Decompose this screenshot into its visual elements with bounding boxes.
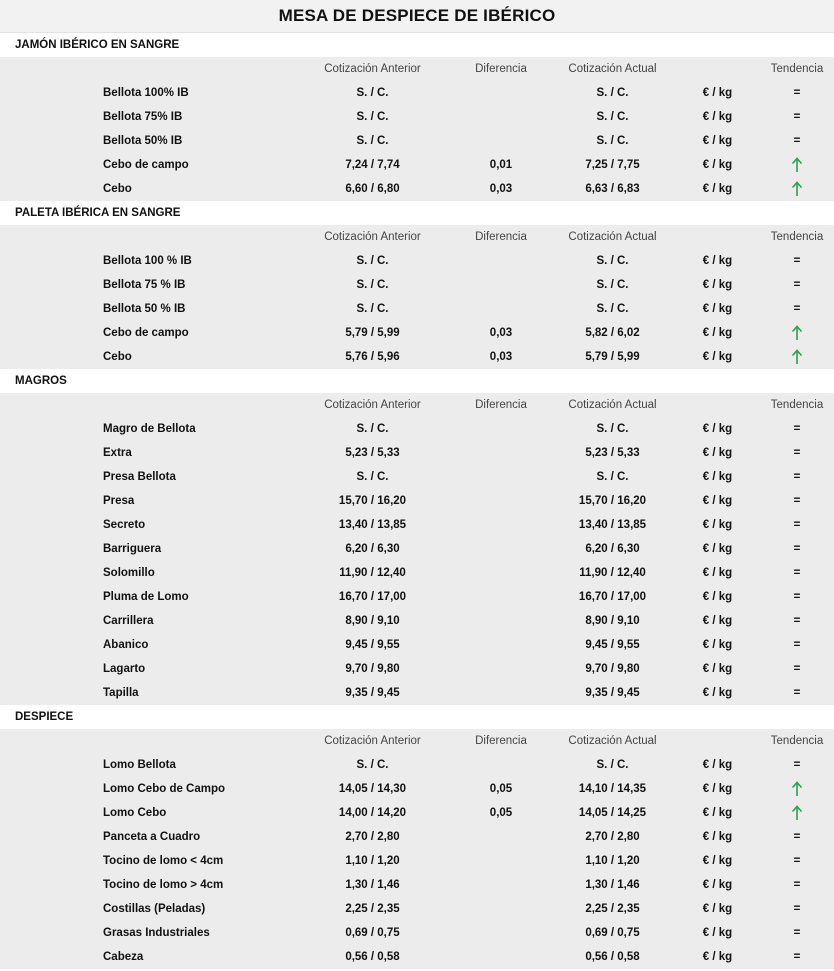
unit-label: € / kg	[702, 759, 733, 771]
difference-value	[462, 897, 540, 921]
current-quote: 5,23 / 5,33	[585, 447, 640, 459]
current-quote: 11,90 / 12,40	[579, 567, 646, 579]
difference-value	[462, 945, 540, 969]
product-name: Lagarto	[103, 663, 146, 675]
trend-equal: =	[793, 543, 801, 555]
unit-label: € / kg	[702, 591, 733, 603]
table-row	[0, 153, 834, 177]
column-header-row	[0, 225, 834, 249]
unit-label: € / kg	[702, 615, 733, 627]
trend-equal: =	[793, 903, 801, 915]
unit-label: € / kg	[702, 903, 733, 915]
previous-quote: 8,90 / 9,10	[345, 615, 400, 627]
trend-equal: =	[793, 111, 801, 123]
product-name: Pluma de Lomo	[103, 591, 189, 603]
unit-label: € / kg	[702, 495, 733, 507]
trend-equal: =	[793, 519, 801, 531]
product-name: Cebo	[103, 183, 132, 195]
trend-equal: =	[793, 87, 801, 99]
table-row	[0, 441, 834, 465]
previous-quote: 2,25 / 2,35	[345, 903, 400, 915]
current-quote: S. / C.	[596, 471, 629, 483]
trend-up-arrow-icon	[760, 321, 834, 345]
product-name: Bellota 100% IB	[103, 87, 189, 99]
column-header-row	[0, 729, 834, 753]
previous-quote: S. / C.	[356, 279, 389, 291]
product-name: Grasas Industriales	[103, 927, 210, 939]
trend-equal: =	[793, 663, 801, 675]
difference-value	[462, 753, 540, 777]
column-header-row	[0, 57, 834, 81]
current-quote: S. / C.	[596, 135, 629, 147]
unit-label: € / kg	[702, 567, 733, 579]
product-name: Magro de Bellota	[103, 423, 196, 435]
difference-value	[462, 825, 540, 849]
unit-label: € / kg	[702, 255, 733, 267]
difference-value	[462, 585, 540, 609]
previous-quote: 6,60 / 6,80	[345, 183, 400, 195]
product-name: Cabeza	[103, 951, 144, 963]
trend-equal: =	[793, 135, 801, 147]
trend-up-arrow-icon	[760, 777, 834, 801]
previous-quote: S. / C.	[356, 87, 389, 99]
table-row	[0, 777, 834, 801]
difference-value: 0,03	[489, 183, 513, 195]
current-quote: 0,56 / 0,58	[585, 951, 640, 963]
difference-value	[462, 489, 540, 513]
trend-up-arrow-icon	[760, 177, 834, 201]
current-quote: 8,90 / 9,10	[585, 615, 640, 627]
table-row	[0, 513, 834, 537]
difference-value	[462, 273, 540, 297]
product-name: Bellota 100 % IB	[103, 255, 192, 267]
product-name: Bellota 75 % IB	[103, 279, 186, 291]
header-current-quote: Cotización Actual	[568, 399, 657, 411]
unit-label: € / kg	[702, 831, 733, 843]
trend-equal: =	[793, 447, 801, 459]
header-prev-quote: Cotización Anterior	[324, 399, 421, 411]
page-title: MESA DE DESPIECE DE IBÉRICO	[278, 6, 556, 25]
previous-quote: 9,35 / 9,45	[345, 687, 400, 699]
previous-quote: S. / C.	[356, 255, 389, 267]
previous-quote: 0,69 / 0,75	[345, 927, 400, 939]
header-trend: Tendencia	[770, 399, 824, 411]
trend-equal: =	[793, 567, 801, 579]
trend-equal: =	[793, 423, 801, 435]
difference-value	[462, 681, 540, 705]
table-row	[0, 585, 834, 609]
header-current-quote: Cotización Actual	[568, 231, 657, 243]
previous-quote: 13,40 / 13,85	[338, 519, 407, 531]
product-name: Lomo Cebo de Campo	[103, 783, 226, 795]
product-name: Extra	[103, 447, 132, 459]
difference-value	[462, 609, 540, 633]
current-quote: 15,70 / 16,20	[578, 495, 647, 507]
previous-quote: 5,23 / 5,33	[345, 447, 400, 459]
table-row	[0, 297, 834, 321]
header-trend: Tendencia	[770, 735, 824, 747]
current-quote: 2,70 / 2,80	[585, 831, 640, 843]
difference-value	[462, 297, 540, 321]
previous-quote: 16,70 / 17,00	[338, 591, 407, 603]
current-quote: 9,70 / 9,80	[585, 663, 640, 675]
product-name: Solomillo	[103, 567, 155, 579]
previous-quote: S. / C.	[356, 471, 389, 483]
product-name: Tocino de lomo > 4cm	[103, 879, 224, 891]
previous-quote: 1,30 / 1,46	[345, 879, 400, 891]
difference-value	[462, 441, 540, 465]
current-quote: 16,70 / 17,00	[578, 591, 647, 603]
table-row	[0, 273, 834, 297]
current-quote: S. / C.	[596, 111, 629, 123]
table-row	[0, 873, 834, 897]
trend-equal: =	[793, 255, 801, 267]
trend-equal: =	[793, 591, 801, 603]
previous-quote: 6,20 / 6,30	[345, 543, 400, 555]
difference-value	[462, 657, 540, 681]
previous-quote: 15,70 / 16,20	[338, 495, 407, 507]
product-name: Presa Bellota	[103, 471, 176, 483]
difference-value	[462, 465, 540, 489]
product-name: Lomo Bellota	[103, 759, 176, 771]
unit-label: € / kg	[702, 543, 733, 555]
unit-label: € / kg	[702, 639, 733, 651]
current-quote: 5,79 / 5,99	[585, 351, 640, 363]
current-quote: 9,35 / 9,45	[585, 687, 640, 699]
table-row	[0, 801, 834, 825]
trend-equal: =	[793, 639, 801, 651]
current-quote: S. / C.	[596, 759, 629, 771]
table-row	[0, 609, 834, 633]
product-name: Costillas (Peladas)	[103, 903, 206, 915]
current-quote: 1,10 / 1,20	[585, 855, 640, 867]
table-row	[0, 753, 834, 777]
product-name: Panceta a Cuadro	[103, 831, 201, 843]
unit-label: € / kg	[702, 807, 733, 819]
current-quote: 0,69 / 0,75	[585, 927, 640, 939]
table-row	[0, 81, 834, 105]
trend-equal: =	[793, 879, 801, 891]
difference-value	[462, 873, 540, 897]
unit-label: € / kg	[702, 447, 733, 459]
product-name: Barriguera	[103, 543, 162, 555]
unit-label: € / kg	[702, 663, 733, 675]
section-title: DESPIECE	[0, 705, 834, 729]
difference-value: 0,03	[489, 327, 513, 339]
unit-label: € / kg	[702, 471, 733, 483]
product-name: Tapilla	[103, 687, 139, 699]
previous-quote: 14,00 / 14,20	[338, 807, 407, 819]
table-row	[0, 417, 834, 441]
header-difference: Diferencia	[475, 399, 527, 411]
previous-quote: 9,70 / 9,80	[345, 663, 400, 675]
current-quote: S. / C.	[596, 279, 629, 291]
difference-value: 0,05	[489, 783, 513, 795]
unit-label: € / kg	[702, 951, 733, 963]
trend-equal: =	[793, 831, 801, 843]
trend-equal: =	[793, 303, 801, 315]
unit-label: € / kg	[702, 159, 733, 171]
sections-container	[0, 33, 834, 969]
table-row	[0, 465, 834, 489]
trend-equal: =	[793, 279, 801, 291]
title-bar	[0, 0, 834, 33]
current-quote: S. / C.	[596, 87, 629, 99]
header-prev-quote: Cotización Anterior	[324, 63, 421, 75]
section-table	[0, 225, 834, 369]
difference-value	[462, 81, 540, 105]
unit-label: € / kg	[702, 135, 733, 147]
unit-label: € / kg	[702, 855, 733, 867]
current-quote: 6,20 / 6,30	[585, 543, 640, 555]
trend-up-arrow-icon	[760, 153, 834, 177]
product-name: Lomo Cebo	[103, 807, 167, 819]
header-difference: Diferencia	[475, 231, 527, 243]
unit-label: € / kg	[702, 87, 733, 99]
section-table	[0, 57, 834, 201]
header-current-quote: Cotización Actual	[568, 63, 657, 75]
previous-quote: 14,05 / 14,30	[338, 783, 407, 795]
unit-label: € / kg	[702, 303, 733, 315]
previous-quote: 5,76 / 5,96	[345, 351, 400, 363]
unit-label: € / kg	[702, 519, 733, 531]
header-current-quote: Cotización Actual	[568, 735, 657, 747]
previous-quote: S. / C.	[356, 423, 389, 435]
product-name: Bellota 50% IB	[103, 135, 183, 147]
trend-equal: =	[793, 927, 801, 939]
difference-value: 0,05	[489, 807, 513, 819]
difference-value: 0,03	[489, 351, 513, 363]
unit-label: € / kg	[702, 327, 733, 339]
table-row	[0, 657, 834, 681]
product-name: Cebo de campo	[103, 159, 189, 171]
trend-equal: =	[793, 855, 801, 867]
table-row	[0, 249, 834, 273]
table-row	[0, 129, 834, 153]
header-prev-quote: Cotización Anterior	[324, 735, 421, 747]
table-row	[0, 633, 834, 657]
header-difference: Diferencia	[475, 735, 527, 747]
product-name: Cebo de campo	[103, 327, 189, 339]
previous-quote: 0,56 / 0,58	[345, 951, 400, 963]
previous-quote: S. / C.	[356, 303, 389, 315]
product-name: Cebo	[103, 351, 132, 363]
difference-value	[462, 129, 540, 153]
trend-equal: =	[793, 471, 801, 483]
difference-value	[462, 537, 540, 561]
previous-quote: 2,70 / 2,80	[345, 831, 400, 843]
previous-quote: S. / C.	[356, 759, 389, 771]
current-quote: S. / C.	[596, 303, 629, 315]
current-quote: 2,25 / 2,35	[585, 903, 640, 915]
product-name: Bellota 50 % IB	[103, 303, 186, 315]
current-quote: 7,25 / 7,75	[585, 159, 640, 171]
current-quote: 14,10 / 14,35	[578, 783, 647, 795]
unit-label: € / kg	[702, 879, 733, 891]
product-name: Tocino de lomo < 4cm	[103, 855, 224, 867]
section-title: PALETA IBÉRICA EN SANGRE	[0, 201, 834, 225]
section-title: MAGROS	[0, 369, 834, 393]
current-quote: 5,82 / 6,02	[585, 327, 640, 339]
table-row	[0, 489, 834, 513]
current-quote: 9,45 / 9,55	[585, 639, 640, 651]
trend-equal: =	[793, 495, 801, 507]
table-row	[0, 345, 834, 369]
column-header-row	[0, 393, 834, 417]
unit-label: € / kg	[702, 687, 733, 699]
product-name: Presa	[103, 495, 135, 507]
unit-label: € / kg	[702, 927, 733, 939]
section-table	[0, 393, 834, 705]
table-row	[0, 681, 834, 705]
previous-quote: 9,45 / 9,55	[345, 639, 400, 651]
current-quote: 1,30 / 1,46	[585, 879, 640, 891]
product-name: Carrillera	[103, 615, 154, 627]
table-row	[0, 921, 834, 945]
unit-label: € / kg	[702, 111, 733, 123]
trend-equal: =	[793, 759, 801, 771]
current-quote: S. / C.	[596, 255, 629, 267]
previous-quote: 5,79 / 5,99	[345, 327, 400, 339]
product-name: Secreto	[103, 519, 146, 531]
table-row	[0, 105, 834, 129]
previous-quote: 11,90 / 12,40	[339, 567, 406, 579]
current-quote: 6,63 / 6,83	[585, 183, 640, 195]
difference-value	[462, 633, 540, 657]
table-row	[0, 849, 834, 873]
difference-value	[462, 849, 540, 873]
table-row	[0, 825, 834, 849]
section-title: JAMÓN IBÉRICO EN SANGRE	[0, 33, 834, 57]
trend-up-arrow-icon	[760, 345, 834, 369]
unit-label: € / kg	[702, 279, 733, 291]
previous-quote: 1,10 / 1,20	[345, 855, 400, 867]
difference-value	[462, 513, 540, 537]
trend-equal: =	[793, 687, 801, 699]
table-row	[0, 321, 834, 345]
trend-up-arrow-icon	[760, 801, 834, 825]
trend-equal: =	[793, 951, 801, 963]
table-row	[0, 537, 834, 561]
product-name: Abanico	[103, 639, 149, 651]
header-difference: Diferencia	[475, 63, 527, 75]
header-prev-quote: Cotización Anterior	[324, 231, 421, 243]
product-name: Bellota 75% IB	[103, 111, 183, 123]
unit-label: € / kg	[702, 183, 733, 195]
table-row	[0, 177, 834, 201]
unit-label: € / kg	[702, 783, 733, 795]
section-table	[0, 729, 834, 969]
header-trend: Tendencia	[770, 231, 824, 243]
previous-quote: 7,24 / 7,74	[345, 159, 400, 171]
table-row	[0, 561, 834, 585]
header-trend: Tendencia	[770, 63, 824, 75]
unit-label: € / kg	[702, 351, 733, 363]
difference-value	[462, 417, 540, 441]
table-row	[0, 897, 834, 921]
current-quote: 13,40 / 13,85	[578, 519, 647, 531]
unit-label: € / kg	[702, 423, 733, 435]
difference-value: 0,01	[489, 159, 513, 171]
current-quote: 14,05 / 14,25	[578, 807, 647, 819]
previous-quote: S. / C.	[356, 135, 389, 147]
current-quote: S. / C.	[596, 423, 629, 435]
difference-value	[462, 921, 540, 945]
difference-value	[462, 105, 540, 129]
difference-value	[462, 249, 540, 273]
table-row	[0, 945, 834, 969]
trend-equal: =	[793, 615, 801, 627]
previous-quote: S. / C.	[356, 111, 389, 123]
difference-value	[462, 561, 540, 585]
